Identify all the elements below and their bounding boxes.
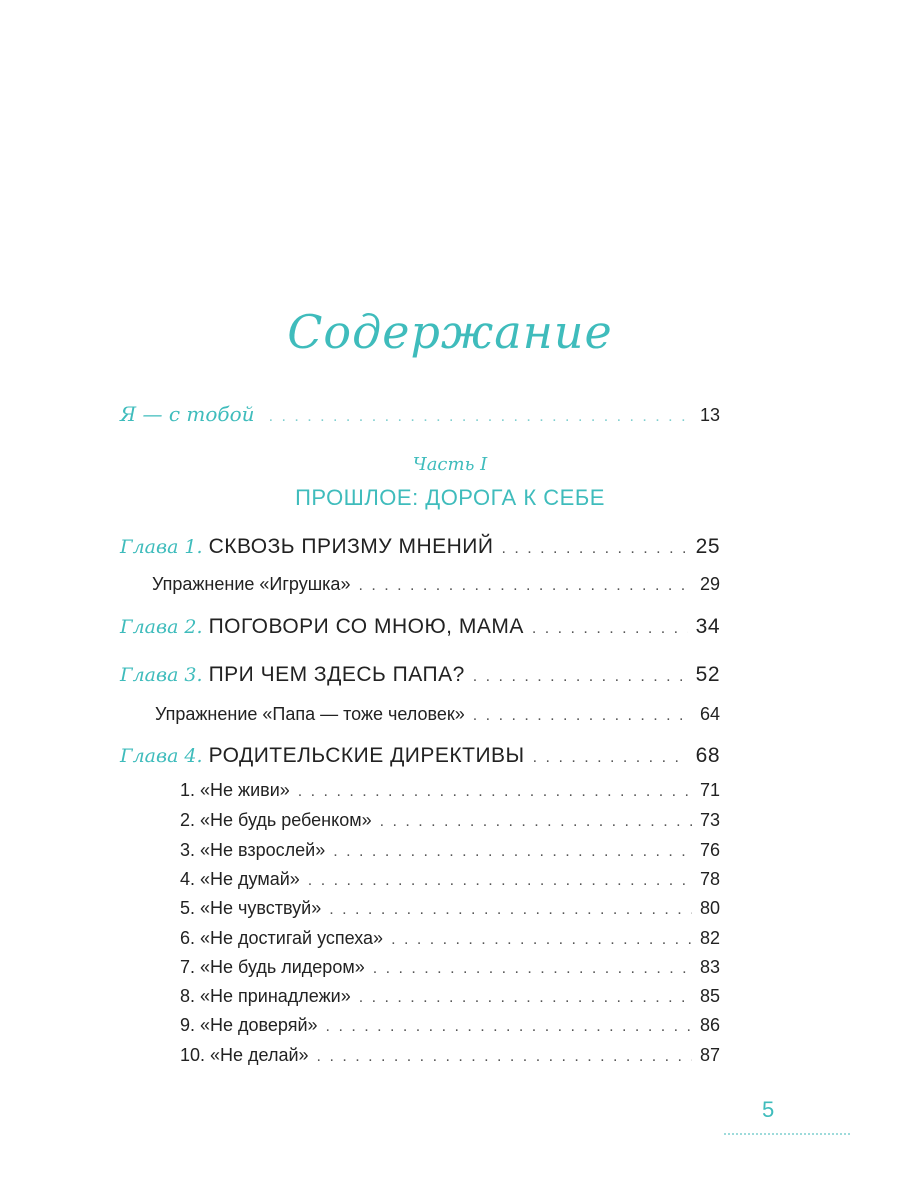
toc-entry-chapter-1	[120, 535, 720, 559]
page-number-rule	[724, 1133, 850, 1135]
part-label: Часть I	[412, 454, 488, 475]
directive-item	[180, 840, 720, 861]
directive-item	[180, 869, 720, 890]
page-number: 5	[762, 1097, 775, 1122]
page-ref: 76	[699, 840, 720, 860]
chapter-prefix: Глава 3.	[120, 664, 203, 686]
directive-item	[180, 898, 720, 919]
page-ref: 82	[699, 928, 720, 948]
leader-dots	[373, 960, 692, 978]
page-ref: 85	[699, 986, 720, 1006]
directive-label: 7. «Не будь лидером»	[180, 957, 365, 977]
leader-dots	[532, 620, 688, 638]
chapter-title: ПОГОВОРИ СО МНОЮ, МАМА	[208, 615, 524, 638]
leader-dots	[501, 540, 687, 558]
chapter-prefix: Глава 4.	[120, 745, 203, 767]
leader-dots	[329, 901, 692, 919]
toc-entry-intro	[120, 402, 720, 426]
directive-label: 10. «Не делай»	[180, 1045, 309, 1065]
directive-item	[180, 986, 720, 1007]
page-ref: 52	[695, 663, 720, 686]
page-ref: 83	[699, 957, 720, 977]
leader-dots	[359, 989, 692, 1007]
directive-label: 8. «Не принадлежи»	[180, 986, 351, 1006]
exercise-title: Упражнение «Папа — тоже человек»	[155, 704, 465, 724]
leader-dots	[533, 749, 688, 767]
leader-dots	[380, 813, 692, 831]
leader-dots	[473, 668, 688, 686]
page-ref: 80	[699, 898, 720, 918]
directive-label: 4. «Не думай»	[180, 869, 300, 889]
page-ref: 71	[699, 780, 720, 800]
page-ref: 78	[699, 869, 720, 889]
toc-entry-exercise-1	[152, 574, 720, 595]
directive-label: 2. «Не будь ребенком»	[180, 810, 372, 830]
page-ref: 13	[699, 405, 720, 425]
directive-label: 9. «Не доверяй»	[180, 1015, 318, 1035]
page-ref: 86	[699, 1015, 720, 1035]
intro-label: Я — с тобой	[120, 402, 255, 426]
exercise-title: Упражнение «Игрушка»	[152, 574, 351, 594]
directive-item	[180, 928, 720, 949]
page-title: Содержание	[287, 305, 613, 359]
page-ref: 73	[699, 810, 720, 830]
directive-label: 6. «Не достигай успеха»	[180, 928, 384, 948]
page-ref: 64	[699, 704, 720, 724]
leader-dots	[298, 783, 692, 801]
toc-entry-chapter-3	[120, 663, 720, 687]
page-ref: 87	[699, 1045, 720, 1065]
directive-label: 1. «Не живи»	[180, 780, 290, 800]
chapter-prefix: Глава 2.	[120, 616, 203, 638]
directive-label: 3. «Не взрослей»	[180, 840, 326, 860]
directive-item	[180, 780, 720, 801]
page-ref: 68	[695, 744, 720, 767]
chapter-prefix: Глава 1.	[120, 536, 203, 558]
page-ref: 25	[695, 535, 720, 558]
toc-entry-exercise-2	[155, 704, 720, 725]
leader-dots	[326, 1018, 692, 1036]
directive-item	[180, 810, 720, 831]
page-ref: 34	[695, 615, 720, 638]
leader-dots	[317, 1048, 692, 1066]
directive-item	[180, 957, 720, 978]
leader-dots	[269, 408, 692, 426]
chapter-title: ПРИ ЧЕМ ЗДЕСЬ ПАПА?	[208, 663, 465, 686]
page-ref: 29	[699, 574, 720, 594]
leader-dots	[391, 931, 692, 949]
directive-label: 5. «Не чувствуй»	[180, 898, 322, 918]
toc-entry-chapter-2	[120, 615, 720, 639]
part-title: ПРОШЛОЕ: ДОРОГА К СЕБЕ	[295, 485, 605, 510]
chapter-title: СКВОЗЬ ПРИЗМУ МНЕНИЙ	[208, 535, 494, 558]
directive-item	[180, 1045, 720, 1066]
leader-dots	[358, 577, 692, 595]
leader-dots	[308, 872, 692, 890]
toc-entry-chapter-4	[120, 744, 720, 768]
leader-dots	[473, 707, 692, 725]
chapter-title: РОДИТЕЛЬСКИЕ ДИРЕКТИВЫ	[208, 744, 525, 767]
directive-item	[180, 1015, 720, 1036]
leader-dots	[333, 843, 692, 861]
